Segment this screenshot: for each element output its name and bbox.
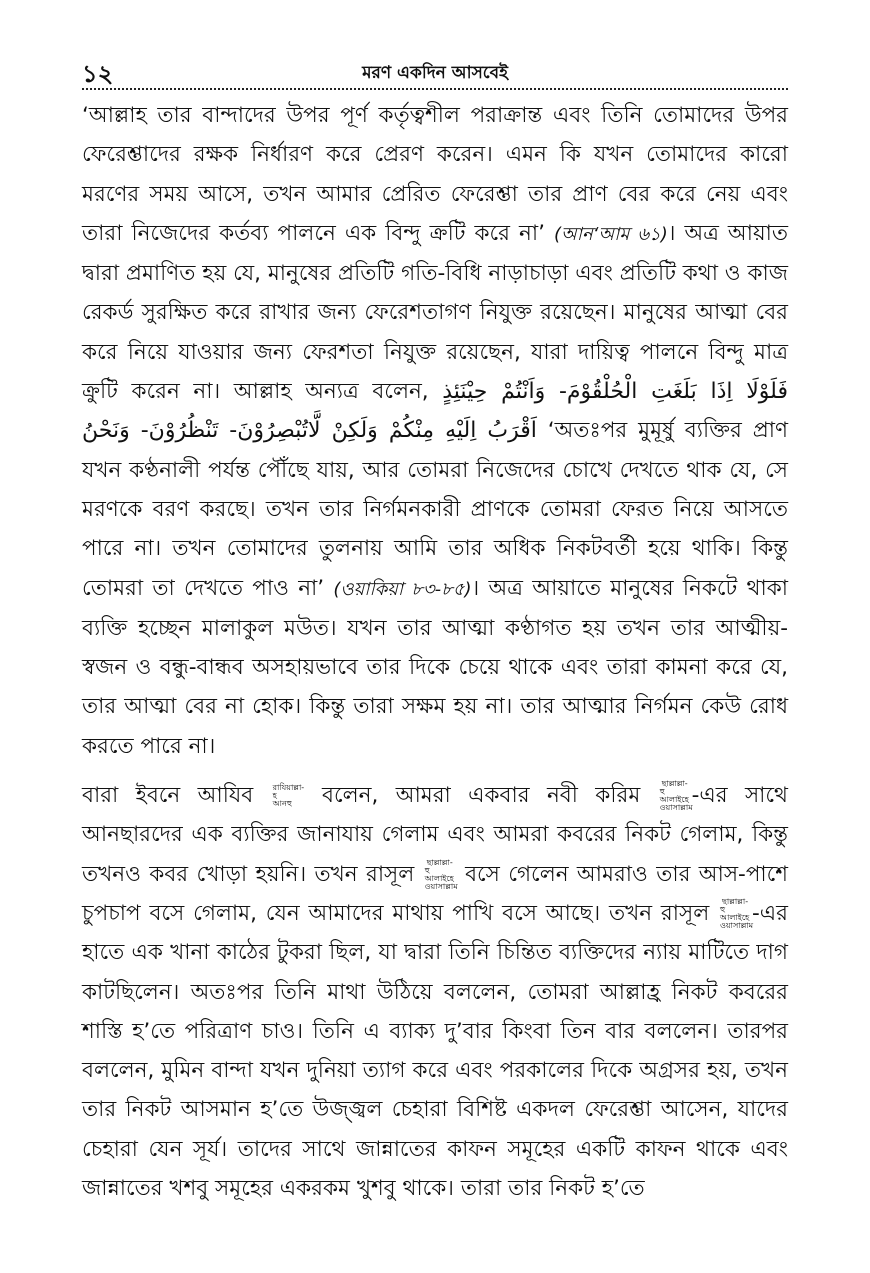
salawat-icon: ছাল্লাল্লা-হু আলাইহে ওয়াসাল্লাম (659, 779, 693, 813)
quran-reference: (ওয়াকিয়া ৮৩-৮৫) (333, 578, 472, 600)
text: বসে গেলেন আমরাও তার আস-পাশে চুপচাপ বসে গেলাম, যেন আমাদের মাথায় পাখি বসে আছে। তখন রাসূল (82, 861, 789, 926)
arabic-verse: فَلَوْلَا اِذَا بَلَغَتِ الْحُلْقُوْمَ- وَاَنْتُمْ حِيْنَئِذٍ تَنْظُرُوْنَ- وَنَحْنُ (82, 379, 788, 444)
text: ‘অতঃপর মুমূর্ষু ব্যক্তির প্রাণ যখন কণ্ঠনালী পর্যন্ত পৌঁছে যায়, আর তোমরা নিজেদের চোখে দেখতে থাক যে, সে মরণকে বরণ করছে। তখন তার নির্গমনকারী প্রাণকে তোমরা ফেরত নিয়ে আসতে পারে না। তখন তোমাদের তুলনায় আমি তার অধিক নিকটবর্তী হয়ে থাকি। কিন্তু তোমরা তা দেখতে পাও না’ (82, 418, 788, 601)
text: ‘আল্লাহ তার বান্দাদের উপর পূর্ণ কর্তৃত্বশীল পরাক্রান্ত এবং তিনি তোমাদের উপর ফেরেশ্তাদের রক্ষক নির্ধারণ করে প্রেরণ করেন। এমন কি যখন তোমাদের কারো মরণের সময় আসে, তখন আমার প্রেরিত ফেরেশ্তা তার প্রাণ বের করে নেয় এবং তারা নিজেদের কর্তব্য পালনে এক বিন্দু ক্রটি করে না’ (82, 103, 788, 246)
arabic-verse: اَقْرَبُ اِلَيْهِ مِنْكُمْ وَلَكِنْ لَّاتُبْصِرُوْنَ- (229, 418, 537, 444)
text: । অত্র আয়াত দ্বারা প্রমাণিত হয় যে, মানুষের প্রতিটি গতি-বিধি নাড়াচাড়া এবং প্রতিটি কথা ও কাজ রেকর্ড সুরক্ষিত করে রাখার জন্য ফেরেশতাগণ নিযুক্ত রয়েছেন। মানুষের আত্মা বের করে নিয়ে যাওয়ার জন্য ফেরশতা নিযুক্ত রয়েছেন, যারা দায়িত্ব পালনে বিন্দু মাত্র ক্রুটি করেন না। আল্লাহ অন্যত্র বলেন, (82, 220, 789, 405)
paragraph-2 (82, 776, 788, 1208)
page-number: ১২ (82, 60, 114, 88)
text: -এর সাথে আনছারদের এক ব্যক্তির জানাযায় গেলাম এবং আমরা কবরের নিকট গেলাম, কিন্তু তখনও কবর খোড়া হয়নি। তখন রাসূল (82, 783, 788, 887)
text: । অত্র আয়াতে মানুষের নিকটে থাকা ব্যক্তি হচ্ছেন মালাকুল মউত। যখন তার আত্মা কণ্ঠাগত হয় তখন তার আত্মীয়-স্বজন ও বন্ধু-বান্ধব অসহায়ভাবে তার দিকে চেয়ে থাকে এবং তারা কামনা করে যে, তার আত্মা বের না হোক। কিন্তু তারা সক্ষম হয় না। তার আত্মার নির্গমন কেউ রোধ করতে পারে না। (82, 575, 788, 759)
text: বলেন, আমরা একবার নবী করিম (322, 783, 641, 809)
header-divider (82, 88, 788, 90)
quran-reference: (আন‘আম ৬১) (553, 223, 668, 245)
paragraph-1 (82, 96, 788, 766)
salawat-icon: ছাল্লাল্লা-হু আলাইহে ওয়াসাল্লাম (720, 896, 754, 930)
text: বারা ইবনে আযিব (82, 783, 254, 809)
page-header (82, 52, 788, 86)
running-title: মরণ একদিন আসবেই (362, 63, 508, 83)
text: -এর হাতে এক খানা কাঠের টুকরা ছিল, যা দ্বারা তিনি চিন্তিত ব্যক্তিদের ন্যায় মাটিতে দাগ কাটছিলেন। অতঃপর তিনি মাথা উঠিয়ে বললেন, তোমরা আল্লাহ্র নিকট কবরের শাস্তি হ’তে পরিত্রাণ চাও। তিনি এ ব্যাক্য দু’বার কিংবা তিন বার বললেন। তারপর বললেন, মুমিন বান্দা যখন দুনিয়া ত্যাগ করে এবং পরকালের দিকে অগ্রসর হয়, তখন তার নিকট আসমান হ’তে উজ্জ্বল চেহারা বিশিষ্ট একদল ফেরেশ্তা আসেন, যাদের চেহারা যেন সূর্য। তাদের সাথে জান্নাতের কাফন সমূহের একটি কাফন থাকে এবং জান্নাতের খশবু সমূহের একরকম খুশবু থাকে। তারা তার নিকট হ’তে (82, 900, 788, 1202)
radiyallahu-anhu-icon: রাযিয়াল্লা-হ আনহু (272, 783, 305, 809)
salawat-icon: ছাল্লাল্লা-হু আলাইহে ওয়াসাল্লাম (424, 857, 458, 891)
